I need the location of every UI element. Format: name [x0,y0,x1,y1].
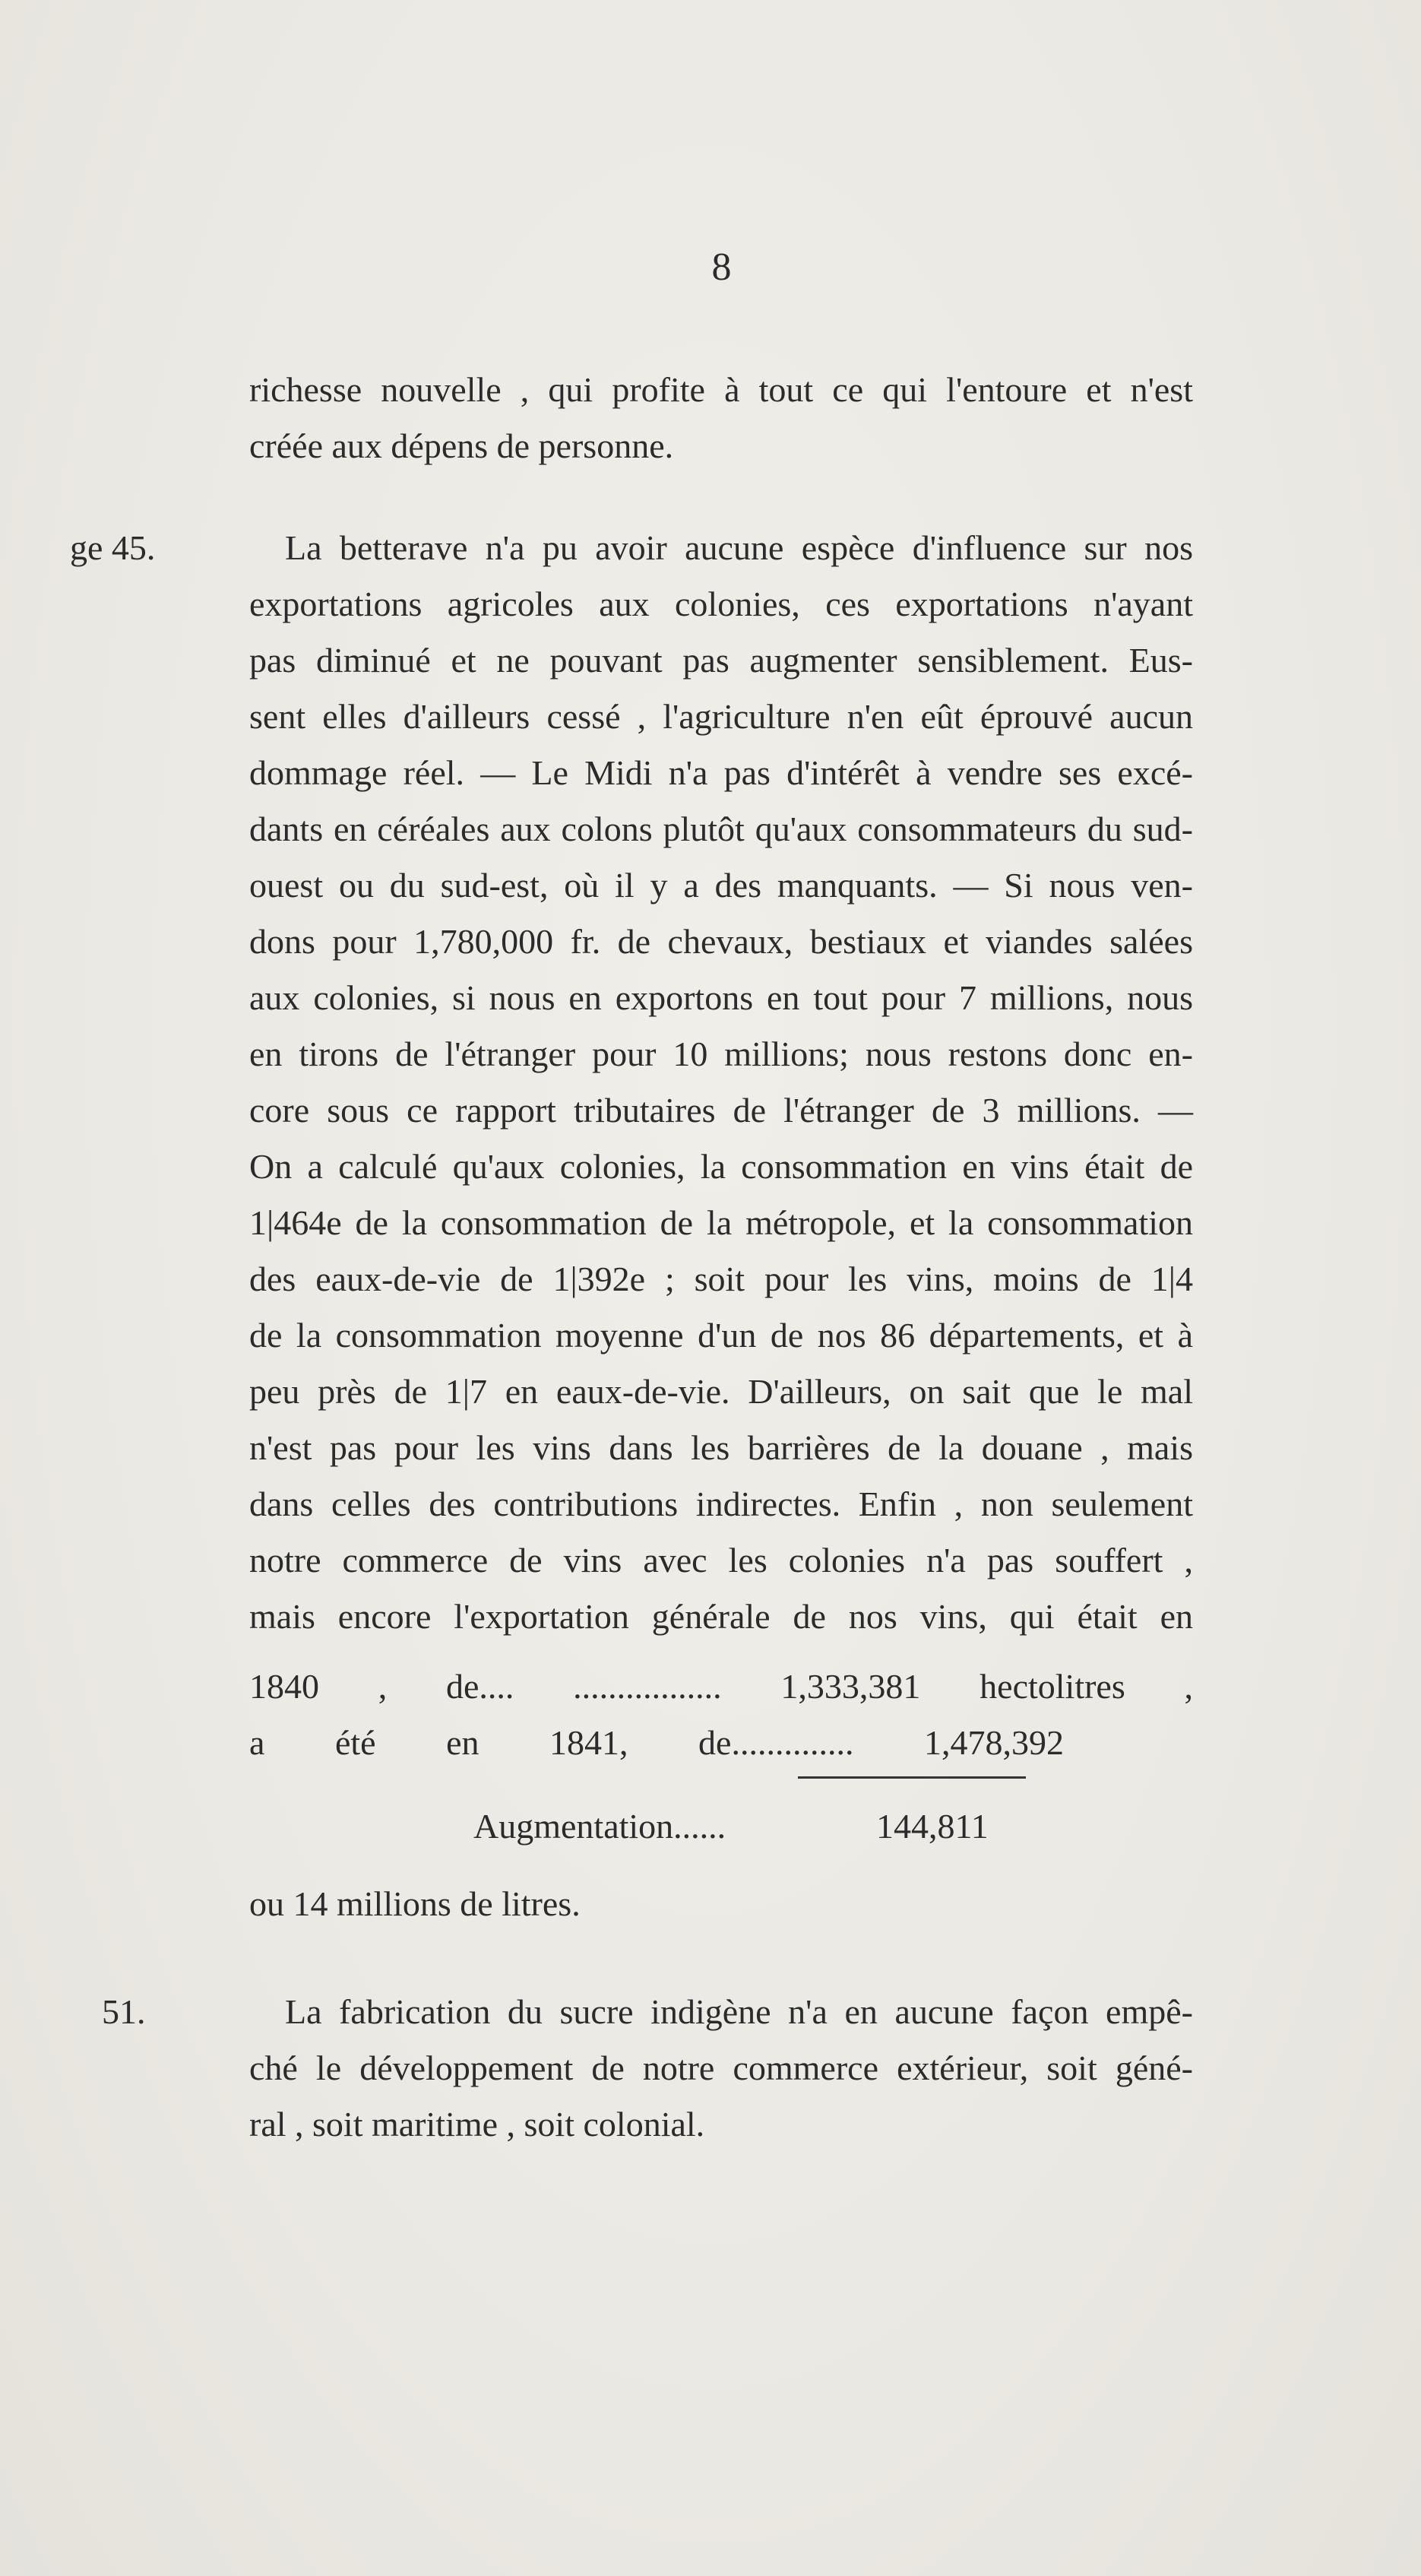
table-row-1841: a été en 1841, de.............. 1,478,392 [249,1723,1064,1762]
text-line: dons pour 1,780,000 fr. de chevaux, bestiaux et viandes salées [249,922,1193,961]
text-line: notre commerce de vins avec les colonies n'a pas souffert , [249,1541,1193,1580]
text-line: ouest ou du sud-est, où il y a des manquants. — Si nous ven- [249,866,1193,905]
text-line: pas diminué et ne pouvant pas augmenter sensiblement. Eus- [249,641,1193,680]
text-line: dants en céréales aux colons plutôt qu'aux consommateurs du sud- [249,810,1193,848]
text-line: ral , soit maritime , soit colonial. [249,2105,705,2143]
text-line: des eaux-de-vie de 1|392e ; soit pour les vins, moins de 1|4 [249,1259,1193,1298]
margin-note: 51. [102,1992,146,2031]
sum-rule [798,1776,1026,1779]
table-row-1840: 1840 , de.... ................. 1,333,381 hectolitres , [249,1667,1193,1706]
text-line: dans celles des contributions indirectes. Enfin , non seulement [249,1484,1193,1523]
text-line: richesse nouvelle , qui profite à tout ce qui l'entoure et n'est [249,370,1193,409]
text-line: aux colonies, si nous en exportons en tout pour 7 millions, nous [249,978,1193,1017]
text-line: en tirons de l'étranger pour 10 millions; nous restons donc en- [249,1035,1193,1073]
text-line: La fabrication du sucre indigène n'a en aucune façon empê- [285,1992,1193,2031]
text-line: 1|464e de la consommation de la métropole, et la consommation [249,1203,1193,1242]
text-line: mais encore l'exportation générale de nos vins, qui était en [249,1597,1193,1636]
margin-note: ge 45. [70,528,156,567]
text-line: n'est pas pour les vins dans les barrières de la douane , mais [249,1428,1193,1467]
text-line: exportations agricoles aux colonies, ces exportations n'ayant [249,585,1193,623]
text-line: On a calculé qu'aux colonies, la consommation en vins était de [249,1147,1193,1186]
text-line: core sous ce rapport tributaires de l'étranger de 3 millions. — [249,1091,1193,1130]
text-line: de la consommation moyenne d'un de nos 86 départements, et à [249,1316,1193,1355]
text-line: ou 14 millions de litres. [249,1884,581,1923]
total-label: Augmentation...... [473,1807,726,1846]
text-line: créée aux dépens de personne. [249,426,674,465]
text-line: ché le développement de notre commerce extérieur, soit géné- [249,2048,1193,2087]
total-value: 144,811 [876,1807,989,1846]
text-line: sent elles d'ailleurs cessé , l'agriculture n'en eût éprouvé aucun [249,697,1193,736]
page-number: 8 [711,246,733,289]
text-line: peu près de 1|7 en eaux-de-vie. D'ailleurs, on sait que le mal [249,1372,1193,1411]
text-line: dommage réel. — Le Midi n'a pas d'intérêt à vendre ses excé- [249,753,1193,792]
text-line: La betterave n'a pu avoir aucune espèce d'influence sur nos [285,528,1193,567]
